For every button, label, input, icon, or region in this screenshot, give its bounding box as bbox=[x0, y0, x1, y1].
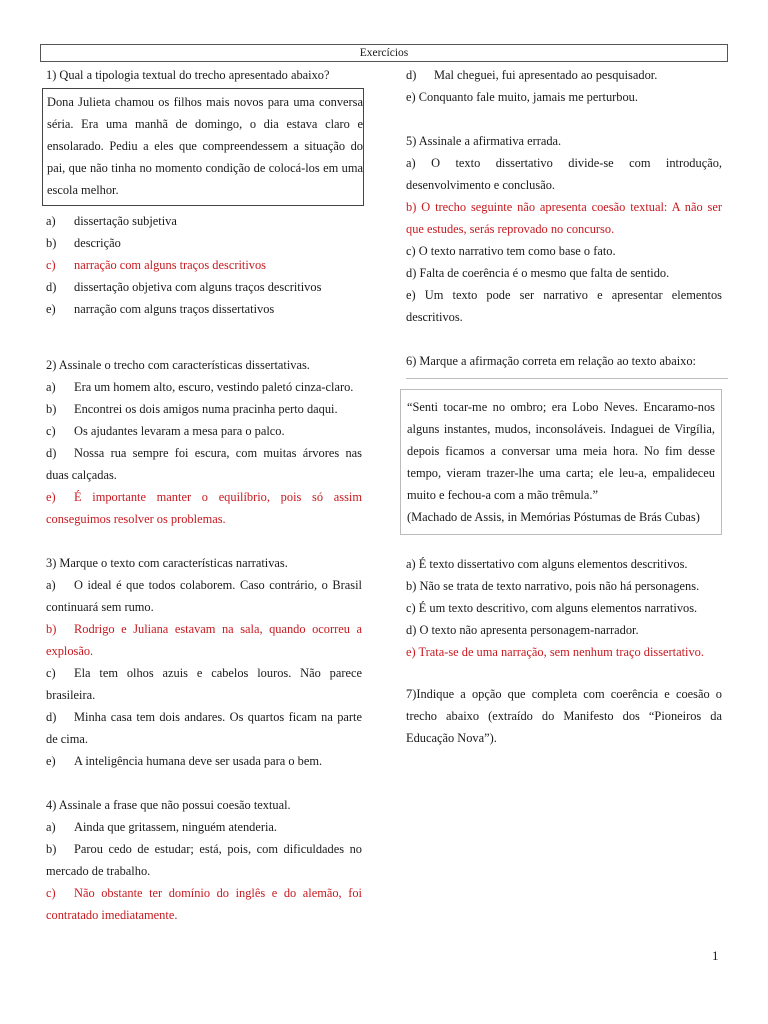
question-1-option-c: c) narração com alguns traços descritivos bbox=[46, 258, 266, 272]
question-6-quote-box bbox=[400, 389, 722, 535]
question-3-option-c: c) Ela tem olhos azuis e cabelos louros. Não parece brasileira. bbox=[46, 666, 362, 702]
left-column bbox=[46, 64, 362, 938]
question-6-stem: 6) Marque a afirmação correta em relação ao texto abaixo: bbox=[406, 354, 696, 368]
question-5 bbox=[406, 130, 722, 328]
divider bbox=[406, 378, 728, 379]
question-4 bbox=[46, 794, 362, 926]
question-2-option-e: e) É importante manter o equilíbrio, pois só assim conseguimos resolver os problemas. bbox=[46, 490, 362, 526]
question-4-option-e: e) Conquanto fale muito, jamais me perturbou. bbox=[406, 90, 638, 104]
question-3-stem: 3) Marque o texto com características narrativas. bbox=[46, 556, 288, 570]
question-2-option-b: b) Encontrei os dois amigos numa pracinha perto daqui. bbox=[46, 402, 338, 416]
question-6-option-a: a) É texto dissertativo com alguns elementos descritivos. bbox=[406, 557, 688, 571]
question-2-stem: 2) Assinale o trecho com características dissertativas. bbox=[46, 358, 310, 372]
question-6 bbox=[406, 350, 722, 663]
question-1-passage: Dona Julieta chamou os filhos mais novos para uma conversa séria. Era uma manhã de domingo, o dia estava claro e ensolarado. Pediu a eles que compreendessem a situação do pai, que não tinha no momento condição de colocá-los em uma escola melhor. bbox=[42, 88, 364, 206]
question-3-option-a: a) O ideal é que todos colaborem. Caso contrário, o Brasil continuará sem rumo. bbox=[46, 578, 362, 614]
question-3-option-d: d) Minha casa tem dois andares. Os quartos ficam na parte de cima. bbox=[46, 710, 362, 746]
question-2 bbox=[46, 354, 362, 530]
question-4-stem: 4) Assinale a frase que não possui coesão textual. bbox=[46, 798, 291, 812]
question-4-option-d: d) Mal cheguei, fui apresentado ao pesquisador. bbox=[406, 68, 658, 82]
question-1-option-b: b) descrição bbox=[46, 236, 121, 250]
right-column bbox=[406, 64, 722, 761]
question-1-option-a: a) dissertação subjetiva bbox=[46, 214, 177, 228]
question-1-option-d: d) dissertação objetiva com alguns traços descritivos bbox=[46, 280, 322, 294]
question-6-quote: “Senti tocar-me no ombro; era Lobo Neves. Encaramo-nos alguns instantes, mudos, inconsoláveis. Indaguei de Virgília, depois ficamos a conversar uma meia hora. No fim desse tempo, vieram trazer-lhe uma carta; ele leu-a, empalideceu muito e fechou-a com a mão trêmula.” bbox=[407, 400, 715, 502]
question-1 bbox=[46, 64, 362, 320]
question-2-option-c: c) Os ajudantes levaram a mesa para o palco. bbox=[46, 424, 285, 438]
question-1-stem: 1) Qual a tipologia textual do trecho apresentado abaixo? bbox=[46, 68, 330, 82]
question-7 bbox=[406, 683, 722, 749]
question-4-option-a: a) Ainda que gritassem, ninguém atenderia. bbox=[46, 820, 278, 834]
question-6-option-e: e) Trata-se de uma narração, sem nenhum traço dissertativo. bbox=[406, 645, 704, 659]
question-6-source: (Machado de Assis, in Memórias Póstumas de Brás Cubas) bbox=[407, 510, 700, 524]
question-1-option-e: e) narração com alguns traços dissertativos bbox=[46, 302, 275, 316]
question-6-option-b: b) Não se trata de texto narrativo, pois não há personagens. bbox=[406, 579, 700, 593]
question-5-option-b: b) O trecho seguinte não apresenta coesão textual: A não ser que estudes, serás reprovado no concurso. bbox=[406, 200, 722, 236]
question-6-option-d: d) O texto não apresenta personagem-narrador. bbox=[406, 623, 639, 637]
question-4-continued bbox=[406, 64, 722, 108]
question-2-option-d: d) Nossa rua sempre foi escura, com muitas árvores nas duas calçadas. bbox=[46, 446, 362, 482]
question-3 bbox=[46, 552, 362, 772]
question-2-option-a: a) Era um homem alto, escuro, vestindo paletó cinza-claro. bbox=[46, 380, 354, 394]
question-3-option-e: e) A inteligência humana deve ser usada para o bem. bbox=[46, 754, 323, 768]
question-5-option-a: a) O texto dissertativo divide-se com introdução, desenvolvimento e conclusão. bbox=[406, 156, 722, 192]
page-number: 1 bbox=[712, 948, 719, 963]
question-4-option-c: c) Não obstante ter domínio do inglês e do alemão, foi contratado imediatamente. bbox=[46, 886, 362, 922]
question-5-stem: 5) Assinale a afirmativa errada. bbox=[406, 134, 562, 148]
question-5-option-c: c) O texto narrativo tem como base o fato. bbox=[406, 244, 616, 258]
question-5-option-e: e) Um texto pode ser narrativo e apresentar elementos descritivos. bbox=[406, 288, 722, 324]
question-3-option-b: b) Rodrigo e Juliana estavam na sala, quando ocorreu a explosão. bbox=[46, 622, 362, 658]
question-7-stem: 7)Indique a opção que completa com coerência e coesão o trecho abaixo (extraído do Manifesto dos “Pioneiros da Educação Nova”). bbox=[406, 687, 722, 745]
question-6-option-c: c) É um texto descritivo, com alguns elementos narrativos. bbox=[406, 601, 698, 615]
page-title: Exercícios bbox=[40, 44, 728, 62]
question-5-option-d: d) Falta de coerência é o mesmo que falta de sentido. bbox=[406, 266, 670, 280]
question-4-option-b: b) Parou cedo de estudar; está, pois, com dificuldades no mercado de trabalho. bbox=[46, 842, 362, 878]
